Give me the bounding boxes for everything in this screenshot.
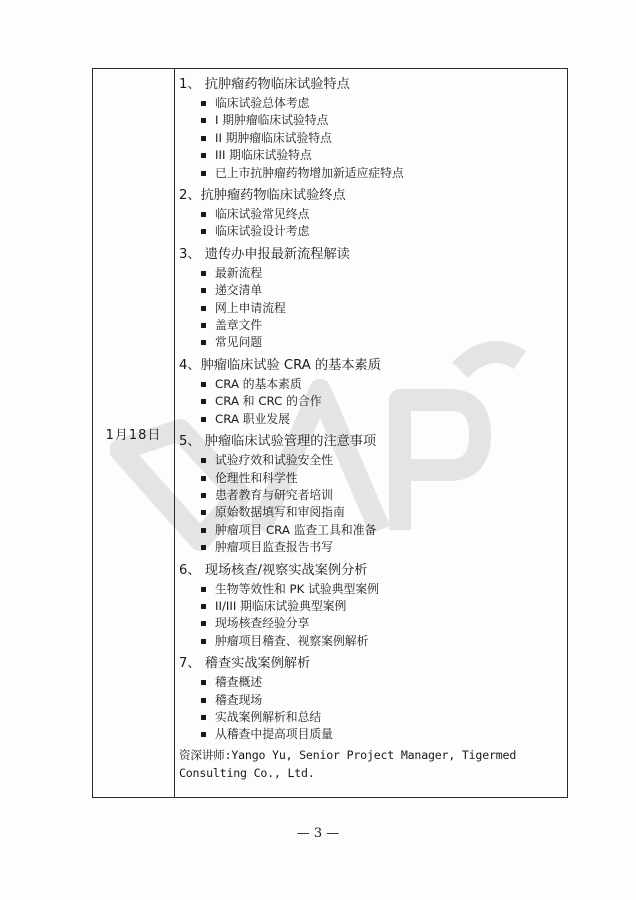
list-item [179, 487, 563, 504]
square-bullet-icon [201, 621, 206, 626]
list-item [179, 282, 563, 299]
square-bullet-icon [201, 698, 206, 703]
square-bullet-icon [201, 528, 206, 533]
list-item-text: 稽查概述 [215, 675, 263, 690]
square-bullet-icon [201, 587, 206, 592]
square-bullet-icon [201, 680, 206, 685]
list-item-text: 常见问题 [215, 335, 263, 350]
list-item-text: II 期肿瘤临床试验特点 [215, 130, 332, 145]
section-title: 7、 稽查实战案例解析 [179, 656, 311, 672]
square-bullet-icon [201, 458, 206, 463]
section-title: 1、 抗肿瘤药物临床试验特点 [179, 77, 350, 92]
square-bullet-icon [201, 229, 206, 234]
square-bullet-icon [201, 399, 206, 404]
list-item [179, 726, 563, 743]
square-bullet-icon [201, 171, 206, 176]
list-item-text: I 期肿瘤临床试验特点 [215, 113, 329, 128]
list-item [179, 504, 563, 521]
list-item-text: 肿瘤项目 CRA 监查工具和准备 [215, 522, 377, 537]
square-bullet-icon [201, 476, 206, 481]
list-item [179, 581, 563, 598]
list-item [179, 393, 563, 410]
list-item [179, 165, 563, 182]
square-bullet-icon [201, 493, 206, 498]
list-item [179, 452, 563, 469]
list-item [179, 95, 563, 112]
square-bullet-icon [201, 323, 206, 328]
section-items [179, 206, 563, 241]
list-item-text: 已上市抗肿瘤药物增加新适应症特点 [215, 165, 404, 180]
square-bullet-icon [201, 118, 206, 123]
list-item [179, 112, 563, 129]
list-item [179, 265, 563, 282]
section-items [179, 674, 563, 744]
section-title: 4、肿瘤临床试验 CRA 的基本素质 [179, 357, 381, 373]
square-bullet-icon [201, 306, 206, 311]
list-item-text: 实战案例解析和总结 [215, 709, 322, 724]
list-item [179, 674, 563, 691]
square-bullet-icon [201, 271, 206, 276]
list-item-text: CRA 职业发展 [215, 411, 290, 426]
list-item-text: 盖章文件 [215, 318, 263, 333]
list-item [179, 147, 563, 164]
list-item-text: 现场核查经验分享 [215, 616, 310, 631]
list-item-text: 从稽查中提高项目质量 [215, 727, 333, 742]
list-item-text: 生物等效性和 PK 试验典型案例 [215, 581, 379, 596]
list-item [179, 223, 563, 240]
square-bullet-icon [201, 153, 206, 158]
section-items [179, 376, 563, 428]
square-bullet-icon [201, 340, 206, 345]
column-divider [174, 69, 175, 797]
section-title: 5、 肿瘤临床试验管理的注意事项 [179, 434, 377, 450]
list-item-text: 伦理性和科学性 [215, 470, 298, 485]
course-content [179, 75, 563, 782]
list-item [179, 709, 563, 726]
list-item-text: III 期临床试验特点 [215, 148, 312, 163]
square-bullet-icon [201, 417, 206, 422]
list-item [179, 411, 563, 428]
list-item-text: 递交清单 [215, 283, 263, 298]
square-bullet-icon [201, 639, 206, 644]
list-item-text: 肿瘤项目稽查、视察案例解析 [215, 633, 369, 648]
list-item [179, 206, 563, 223]
list-item [179, 376, 563, 393]
list-item-text: 患者教育与研究者培训 [215, 487, 333, 502]
list-item [179, 539, 563, 556]
section-title: 6、 现场核查/视察实战案例分析 [179, 562, 368, 578]
list-item [179, 317, 563, 334]
list-item-text: 稽查现场 [215, 692, 263, 707]
page-number: — 3 — [296, 826, 340, 841]
list-item-text: CRA 的基本素质 [215, 376, 302, 391]
square-bullet-icon [201, 732, 206, 737]
square-bullet-icon [201, 715, 206, 720]
square-bullet-icon [201, 212, 206, 217]
list-item-text: 临床试验常见终点 [215, 207, 310, 222]
list-item-text: 临床试验设计考虑 [215, 224, 310, 239]
square-bullet-icon [201, 101, 206, 106]
section-items [179, 581, 563, 651]
schedule-table [92, 68, 568, 798]
section-items [179, 452, 563, 556]
instructor-line: 资深讲师:Yango Yu, Senior Project Manager, Tigermed Consulting Co., Ltd. [179, 747, 517, 780]
list-item [179, 615, 563, 632]
square-bullet-icon [201, 136, 206, 141]
list-item [179, 334, 563, 351]
list-item-text: 试验疗效和试验安全性 [215, 453, 333, 468]
list-item [179, 522, 563, 539]
square-bullet-icon [201, 382, 206, 387]
square-bullet-icon [201, 545, 206, 550]
list-item-text: 肿瘤项目监查报告书写 [215, 540, 333, 555]
section-title: 3、 遗传办申报最新流程解读 [179, 246, 350, 262]
square-bullet-icon [201, 604, 206, 609]
list-item-text: 临床试验总体考虑 [215, 96, 310, 110]
list-item-text: 网上申请流程 [215, 300, 286, 315]
list-item [179, 692, 563, 709]
list-item-text: 原始数据填写和审阅指南 [215, 505, 345, 520]
list-item-text: 最新流程 [215, 265, 263, 280]
square-bullet-icon [201, 510, 206, 515]
list-item [179, 598, 563, 615]
list-item [179, 470, 563, 487]
section-title: 2、抗肿瘤药物临床试验终点 [179, 188, 346, 204]
list-item-text: II/III 期临床试验典型案例 [215, 598, 347, 613]
section-items [179, 95, 563, 182]
section-items [179, 265, 563, 352]
list-item-text: CRA 和 CRC 的合作 [215, 394, 322, 409]
square-bullet-icon [201, 288, 206, 293]
date-cell: 1月18日 [105, 427, 162, 443]
list-item [179, 300, 563, 317]
list-item [179, 130, 563, 147]
list-item [179, 633, 563, 650]
